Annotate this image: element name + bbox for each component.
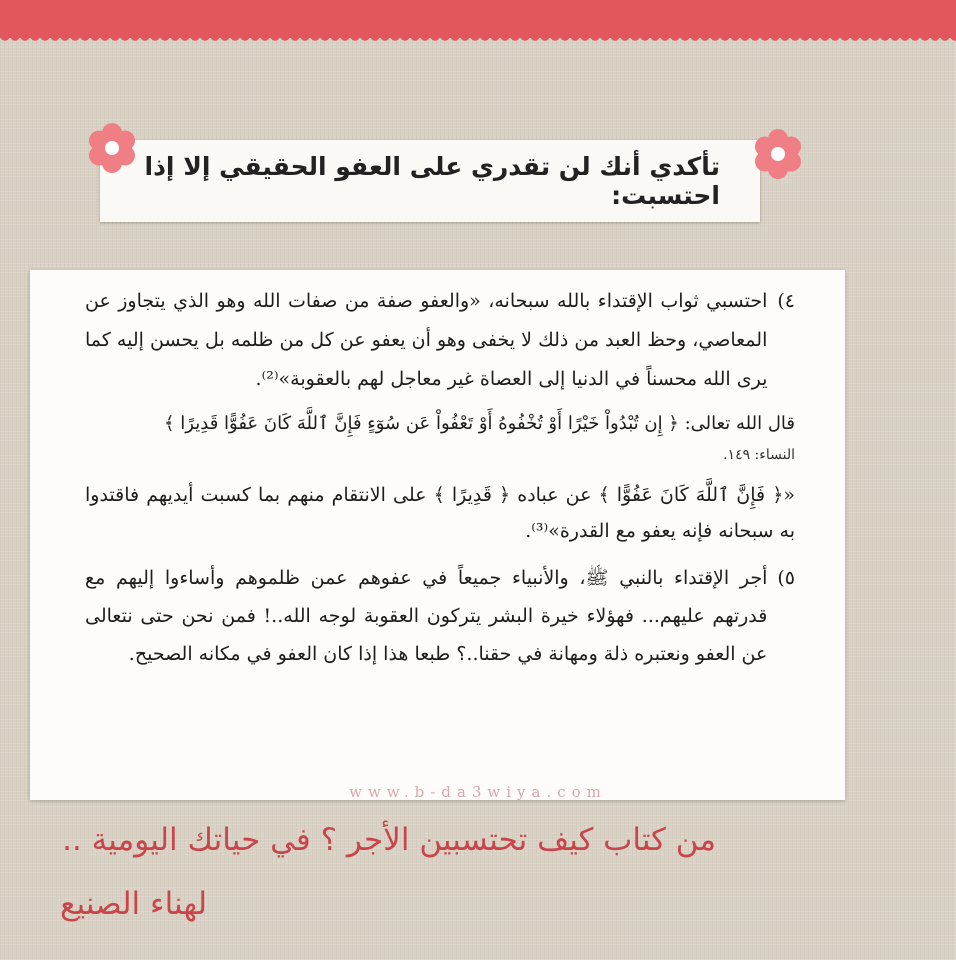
- title-card: [100, 140, 760, 222]
- watermark-url: www.b-da3wiya.com: [349, 783, 607, 801]
- flower-icon-right: [752, 128, 804, 180]
- content-card: [30, 270, 845, 800]
- author-line: لهناء الصنيع: [60, 886, 208, 922]
- verse-reference: النساء: ١٤٩.: [723, 447, 795, 463]
- item-number: ٤): [777, 290, 795, 312]
- item-number: ٥): [777, 567, 795, 589]
- list-item-5: [85, 559, 795, 673]
- page-title: تأكدي أنك لن تقدري على العفو الحقيقي إلا إذا احتسبت:: [144, 152, 720, 210]
- top-banner: [0, 0, 956, 38]
- item-text: أجر الإقتداء بالنبي ﷺ، والأنبياء جميعاً في عفوهم عمن ظلموهم وأساءوا إليهم مع قدرتهم عليهم... فهؤلاء خيرة البشر يتركون العقوبة لوجه الله..! فمن نحن حتى نتعالى عن العفو ونعتبره ذلة ومهانة في حقنا..؟ طبعا هذا إذا كان العفو في مكانه الصحيح.: [85, 567, 768, 665]
- item-text: احتسبي ثواب الإقتداء بالله سبحانه، «والعفو صفة من صفات الله وهو الذي يتجاوز عن المعاصي، وحظ العبد من ذلك لا يخفى وهو أن يعفو عن كل من ظلمه بل يحسن إليه كما يرى الله محسناً في الدنيا إلى العصاة غير معاجل لهم بالعقوبة»⁽²⁾.: [85, 290, 768, 390]
- tafsir-paragraph: «﴿ فَإِنَّ ٱللَّهَ كَانَ عَفُوًّا ﴾ عن عباده ﴿ قَدِيرًا ﴾ على الانتقام منهم بما كسبت أيديهم فاقتدوا به سبحانه فإنه يعفو مع القدرة»⁽³⁾.: [85, 484, 795, 542]
- quran-verse: [85, 407, 795, 441]
- flower-icon-left: [86, 122, 138, 174]
- verse-text: قال الله تعالى: ﴿ إِن تُبْدُواْ خَيْرًا أَوْ تُخْفُوهُ أَوْ تَعْفُواْ عَن سُوٓءٍ فَإِنَّ ٱللَّهَ كَانَ عَفُوًّا قَدِيرًا ﴾: [164, 413, 795, 434]
- list-item-4: [85, 282, 795, 399]
- banner-scallop-edge: [0, 36, 956, 44]
- book-source-line: من كتاب كيف تحتسبين الأجر ؟ في حياتك اليومية ..: [62, 822, 716, 858]
